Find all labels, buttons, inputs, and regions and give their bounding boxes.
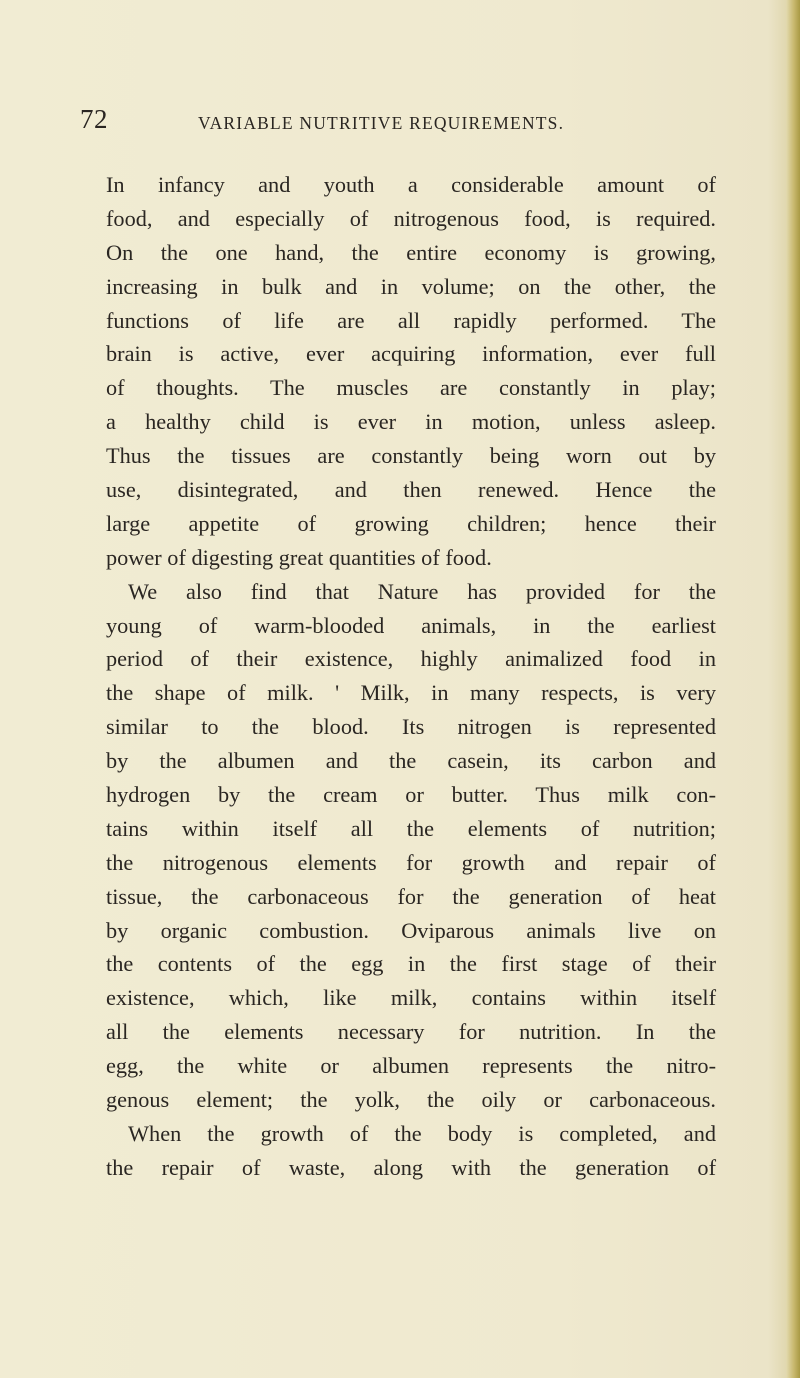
text-line: the nitrogenous elements for growth and repair of (106, 849, 716, 875)
text-line: On the one hand, the entire economy is growing, (106, 239, 716, 265)
text-line: brain is active, ever acquiring information, ever full (106, 341, 716, 367)
text-line: by organic combustion. Oviparous animals live on (106, 917, 716, 943)
text-line: the shape of milk. ' Milk, in many respects, is very (106, 680, 716, 706)
text-line: food, and especially of nitrogenous food, is required. (106, 205, 716, 231)
page-number: 72 (80, 104, 108, 134)
text-line: young of warm-blooded animals, in the earliest (106, 612, 716, 638)
page-header (80, 104, 720, 144)
text-line: use, disintegrated, and then renewed. Hence the (106, 477, 716, 503)
text-line: functions of life are all rapidly performed. The (106, 307, 716, 333)
text-line: the repair of waste, along with the generation of (106, 1154, 716, 1180)
text-line: Thus the tissues are constantly being worn out by (106, 443, 716, 469)
text-line: power of digesting great quantities of food. (106, 544, 492, 570)
page-edge (786, 0, 800, 1378)
text-line: large appetite of growing children; hence their (106, 510, 716, 536)
text-line: tains within itself all the elements of nutrition; (106, 815, 716, 841)
text-line: increasing in bulk and in volume; on the other, the (106, 273, 716, 299)
text-line: of thoughts. The muscles are constantly in play; (106, 375, 716, 401)
body-text (106, 168, 716, 1185)
text-line: When the growth of the body is completed, and (128, 1120, 716, 1146)
text-line: similar to the blood. Its nitrogen is represented (106, 714, 716, 740)
text-line: the contents of the egg in the first stage of their (106, 951, 716, 977)
text-line: We also find that Nature has provided for the (128, 578, 716, 604)
text-line: egg, the white or albumen represents the nitro- (106, 1053, 716, 1079)
running-head: VARIABLE NUTRITIVE REQUIREMENTS. (198, 113, 565, 133)
text-line: period of their existence, highly animalized food in (106, 646, 716, 672)
text-line: all the elements necessary for nutrition. In the (106, 1019, 716, 1045)
text-line: by the albumen and the casein, its carbon and (106, 748, 716, 774)
text-line: genous element; the yolk, the oily or carbonaceous. (106, 1087, 716, 1113)
text-line: a healthy child is ever in motion, unless asleep. (106, 409, 716, 435)
text-line: tissue, the carbonaceous for the generation of heat (106, 883, 716, 909)
text-line: existence, which, like milk, contains within itself (106, 985, 716, 1011)
text-line: hydrogen by the cream or butter. Thus milk con- (106, 782, 716, 808)
text-line: In infancy and youth a considerable amount of (106, 172, 716, 197)
